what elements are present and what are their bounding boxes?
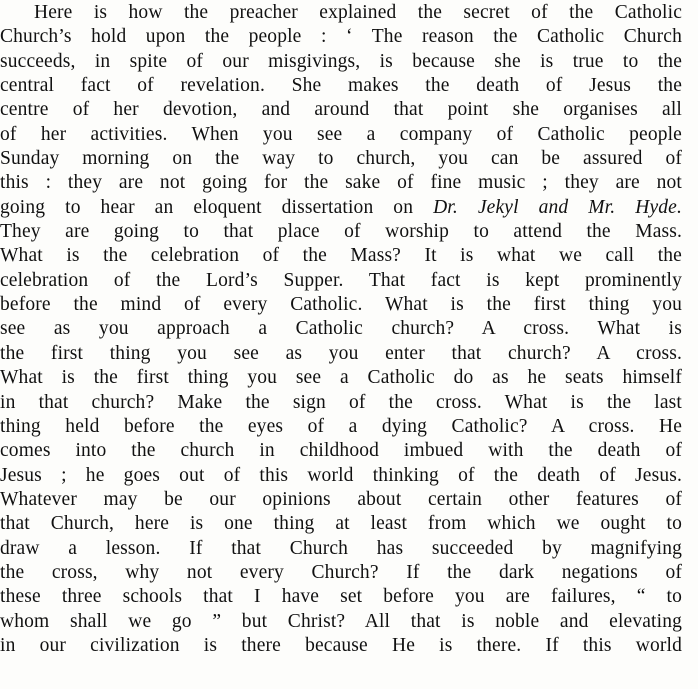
text-line: celebration of the Lord’s Supper. That fact is kept prominently [0,269,682,291]
text-line: succeeds, in spite of our misgivings, is because she is true to the [0,50,682,72]
text-line: What is the first thing you see a Catholic do as he seats himself [0,367,682,389]
text-line: that Church, here is one thing at least from which we ought to [0,513,682,535]
body-text [0,1,690,658]
text-line: Here is how the preacher explained the secret of the Catholic [34,2,682,23]
text-line: central fact of revelation. She makes the death of Jesus the [0,75,682,97]
text-line: centre of her devotion, and around that point she organises all [0,99,682,121]
text-line: What is the celebration of the Mass? It is what we call the [0,245,682,267]
text-line: Church’s hold upon the people : ‘ The reason the Catholic Church [0,26,682,48]
text-line: draw a lesson. If that Church has succeeded by magnifying [0,537,682,559]
italic-title: Dr. Jekyl and Mr. Hyde. [433,196,683,218]
text-line: in that church? Make the sign of the cross. What is the last [0,391,682,413]
text-line: in our civilization is there because He is there. If this world [0,634,682,656]
text-line: Whatever may be our opinions about certain other features of [0,488,682,510]
text-line-with-title [0,196,682,220]
text-line: They are going to that place of worship to attend the Mass. [0,221,682,243]
text-line: thing held before the eyes of a dying Catholic? A cross. He [0,415,682,437]
text-line: these three schools that I have set before you are failures, “ to [0,586,682,608]
text-line: Sunday morning on the way to church, you can be assured of [0,148,682,170]
text-line: comes into the church in childhood imbued with the death of [0,440,682,462]
text-line: Jesus ; he goes out of this world thinking of the death of Jesus. [0,464,682,486]
text-line: whom shall we go ” but Christ? All that is noble and elevating [0,610,682,632]
text-line-segment: going to hear an eloquent dissertation on [0,196,414,218]
text-line: before the mind of every Catholic. What is the first thing you [0,294,682,316]
text-line: the cross, why not every Church? If the dark negations of [0,561,682,583]
text-line: this : they are not going for the sake of fine music ; they are not [0,172,682,194]
text-line: see as you approach a Catholic church? A cross. What is [0,318,682,340]
text-line: of her activities. When you see a company of Catholic people [0,123,682,145]
text-line: the first thing you see as you enter that church? A cross. [0,342,682,364]
